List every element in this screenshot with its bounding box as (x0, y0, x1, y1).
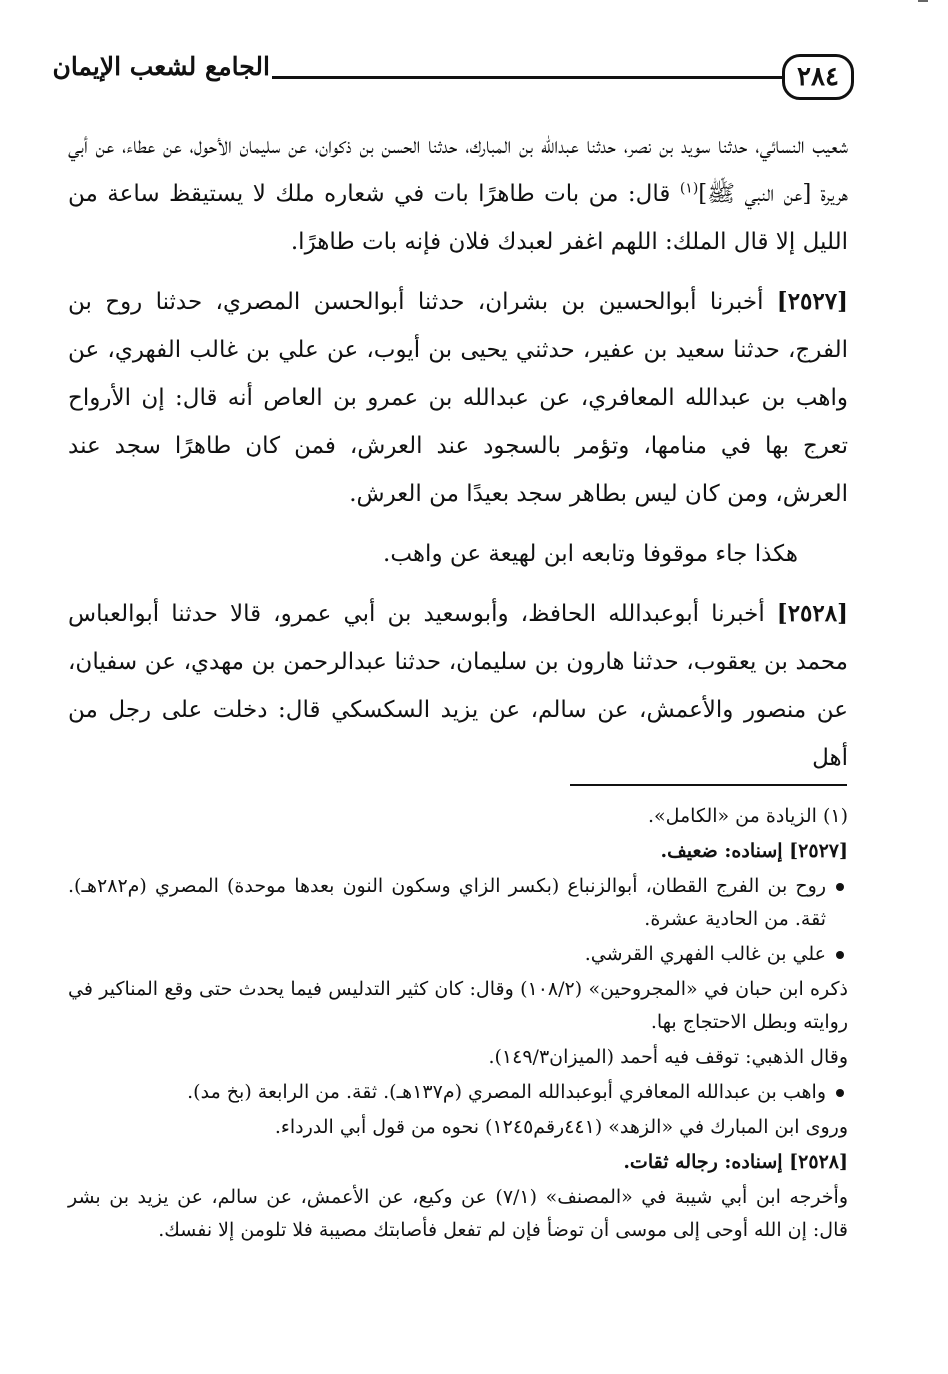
paragraph-text: قال: من بات طاهرًا بات في شعاره ملك لا يستيقظ ساعة من الليل إلا قال الملك: اللهم اغفر لعبدك فلان فإنه بات طاهرًا. (68, 181, 848, 255)
footnote-2528-heading: [٢٥٢٨] إسناده: رجاله ثقات. (623, 1151, 848, 1173)
footnote-text: ذكره ابن حبان في «المجروحين» (١٠٨/٢) وقال: كان كثير التدليس فيما يحدث حتى وقع المناكير في روايته وبطل الاحتجاج بها. (68, 978, 848, 1033)
paragraph-text: شعيب النسائي، حدثنا سويد بن نصر، حدثنا عبدالله بن المبارك، حدثنا الحسن بن ذكوان، عن سليمان الأحول، عن عطاء، عن أبي هريرة [عن النبي ﷺ] (68, 133, 849, 207)
footnote-bullet-item: روح بن الفرج القطان، أبوالزنباع (بكسر الزاي وسكون النون بعدها موحدة) المصري (م٢٨٢هـ). ثقة. من الحادية عشرة. (68, 870, 848, 936)
page-number: ٢٨٤ (782, 54, 854, 100)
footnote-marker: (١) (679, 180, 699, 197)
paragraph-text: أخبرنا أبوالحسين بن بشران، حدثنا أبوالحسن المصري، حدثنا روح بن الفرج، حدثنا سعيد بن عفير، حدثني يحيى بن أيوب، عن علي بن غالب الفهري، عن واهب بن عبدالله المعافري، عن عبدالله بن عمرو بن العاص أنه قال: إن الأرواح تعرج بها في منامها، وتؤمر بالسجود عند العرش، فمن كان طاهرًا سجد عند العرش، ومن كان ليس بطاهر سجد بعيدًا من العرش. (68, 289, 848, 507)
footnote-separator (570, 784, 847, 786)
footnote-1: (١) الزيادة من «الكامل». (647, 805, 848, 827)
footnotes (68, 800, 848, 1249)
paragraph-text: أخبرنا أبوعبدالله الحافظ، وأبوسعيد بن أبي عمرو، قالا حدثنا أبوالعباس محمد بن يعقوب، حدثنا هارون بن سليمان، حدثنا عبدالرحمن بن مهدي، عن سفيان، عن منصور والأعمش، عن سالم، عن يزيد السكسكي قال: دخلت على رجل من أهل (68, 601, 848, 771)
footnote-text: وقال الذهبي: توقف فيه أحمد (الميزان١٤٩/٣). (488, 1046, 848, 1068)
footnote-2527-list-2 (68, 1076, 848, 1109)
paragraph-note (68, 530, 848, 578)
footnote-2527-heading: [٢٥٢٧] إسناده: ضعيف. (660, 840, 848, 862)
hadith-number: [٢٥٢٨] (776, 600, 848, 627)
hadith-2527 (68, 278, 848, 518)
paragraph-text: هكذا جاء موقوفا وتابعه ابن لهيعة عن واهب. (383, 541, 798, 567)
footnote-text: وروى ابن المبارك في «الزهد» (٤٤١رقم١٢٤٥) نحوه من قول أبي الدرداء. (274, 1116, 848, 1138)
corner-mark (918, 0, 928, 6)
main-text (68, 122, 848, 794)
hadith-number: [٢٥٢٧] (776, 288, 848, 315)
footnote-2527-list (68, 870, 848, 971)
hadith-2528 (68, 590, 848, 782)
header-rule (272, 76, 782, 79)
footnote-bullet-item: علي بن غالب الفهري القرشي. (68, 938, 848, 971)
paragraph-continuation (68, 122, 848, 266)
footnote-bullet-item: واهب بن عبدالله المعافري أبوعبدالله المصري (م١٣٧هـ). ثقة. من الرابعة (بخ مد). (68, 1076, 848, 1109)
running-header-title: الجامع لشعب الإيمان (52, 52, 270, 81)
footnote-text: وأخرجه ابن أبي شيبة في «المصنف» (٧/١) عن وكيع، عن الأعمش، عن سالم، عن يزيد بن بشر قال: إن الله أوحى إلى موسى أن توضأ فإن لم تفعل فأصابتك مصيبة فلا تلومن إلا نفسك. (68, 1186, 849, 1241)
